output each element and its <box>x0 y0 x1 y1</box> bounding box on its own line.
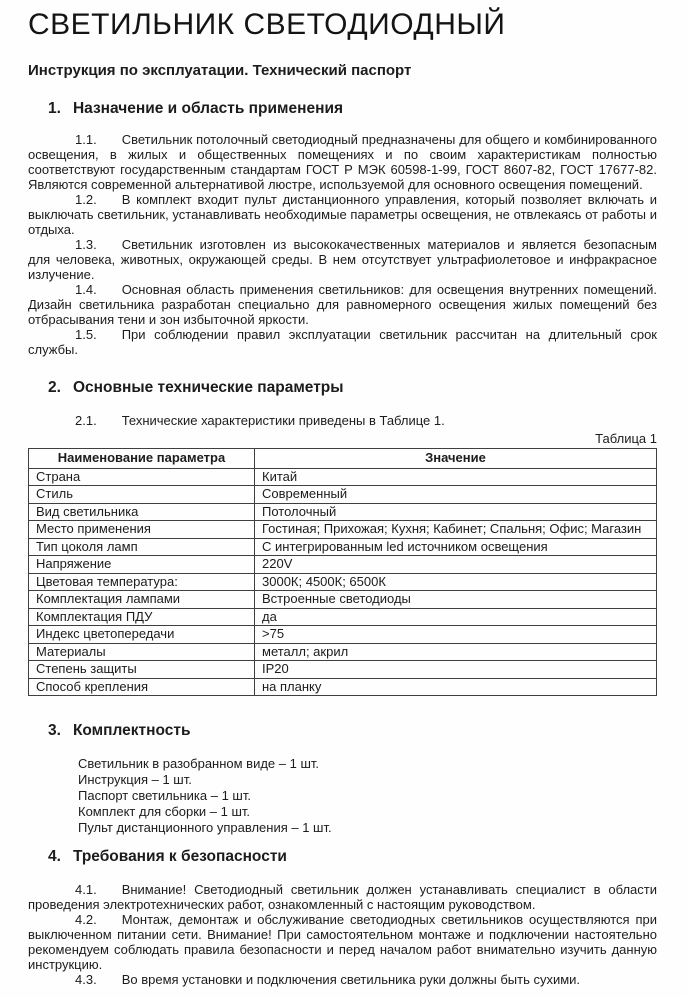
section-3-title: Комплектность <box>72 722 191 739</box>
document-subtitle: Инструкция по эксплуатации. Технический паспорт <box>28 62 412 79</box>
table-row <box>29 678 657 696</box>
param-cell: Цветовая температура: <box>29 573 255 591</box>
section-4-number: 4. <box>48 848 61 865</box>
table-row <box>29 468 657 486</box>
value-cell: Встроенные светодиоды <box>255 591 657 609</box>
value-cell: Современный <box>255 486 657 504</box>
value-cell: IP20 <box>255 661 657 679</box>
param-cell: Способ крепления <box>29 678 255 696</box>
value-cell: 3000К; 4500К; 6500К <box>255 573 657 591</box>
body-paragraph <box>28 327 657 357</box>
paragraph-number: 4.2. <box>75 912 97 927</box>
section-2-number: 2. <box>48 379 61 396</box>
param-cell: Вид светильника <box>29 503 255 521</box>
paragraph-text: В комплект входит пульт дистанционного управления, который позволяет включать и выключать светильник, устанавливать необходимые параметры освещения, не отвлекаясь от работы и отдыха. <box>28 192 657 237</box>
paragraph-number: 1.4. <box>75 282 97 297</box>
section-2-heading <box>28 379 657 397</box>
param-cell: Степень защиты <box>29 661 255 679</box>
paragraph-text: При соблюдении правил эксплуатации светильник рассчитан на длительный срок службы. <box>28 327 657 357</box>
param-cell: Страна <box>29 468 255 486</box>
paragraph-number: 4.1. <box>75 882 97 897</box>
paragraph-number: 4.3. <box>75 972 97 987</box>
parameters-table <box>28 448 657 696</box>
paragraph-number: 1.2. <box>75 192 97 207</box>
param-cell: Комплектация ПДУ <box>29 608 255 626</box>
table-row <box>29 626 657 644</box>
body-paragraph <box>28 282 657 327</box>
body-paragraph <box>28 972 657 987</box>
param-cell: Тип цоколя ламп <box>29 538 255 556</box>
table-caption: Таблица 1 <box>595 431 657 446</box>
value-cell: на планку <box>255 678 657 696</box>
value-cell: С интегрированным led источником освещения <box>255 538 657 556</box>
table-row <box>29 573 657 591</box>
table-header-row <box>29 449 657 469</box>
document-title: СВЕТИЛЬНИК СВЕТОДИОДНЫЙ <box>28 8 506 41</box>
body-paragraph <box>28 912 657 972</box>
paragraph-number: 1.5. <box>75 327 97 342</box>
param-cell: Материалы <box>29 643 255 661</box>
kit-list-item: Комплект для сборки – 1 шт. <box>78 804 251 819</box>
param-cell: Место применения <box>29 521 255 539</box>
paragraph-text: Во время установки и подключения светильника руки должны быть сухими. <box>121 972 581 987</box>
value-cell: да <box>255 608 657 626</box>
section-3-heading <box>28 722 657 740</box>
param-cell: Стиль <box>29 486 255 504</box>
kit-contents-list <box>28 756 657 836</box>
kit-list-item: Светильник в разобранном виде – 1 шт. <box>78 756 320 771</box>
body-paragraph <box>28 192 657 237</box>
body-paragraph <box>28 132 657 192</box>
kit-list-item: Пульт дистанционного управления – 1 шт. <box>78 820 332 835</box>
section-1-heading <box>28 100 657 118</box>
section-2-intro <box>28 413 657 428</box>
value-cell: металл; акрил <box>255 643 657 661</box>
section-4-paragraphs <box>28 882 657 987</box>
section-1-paragraphs <box>28 132 657 357</box>
param-cell: Индекс цветопередачи <box>29 626 255 644</box>
body-paragraph <box>28 882 657 912</box>
param-cell: Напряжение <box>29 556 255 574</box>
paragraph-number: 1.3. <box>75 237 97 252</box>
table-row <box>29 538 657 556</box>
param-column-header: Наименование параметра <box>29 449 255 469</box>
paragraph-number: 1.1. <box>75 132 97 147</box>
kit-list-item: Паспорт светильника – 1 шт. <box>78 788 251 803</box>
value-cell: 220V <box>255 556 657 574</box>
table-row <box>29 643 657 661</box>
paragraph-number: 2.1. <box>75 413 97 428</box>
table-body <box>29 468 657 696</box>
table-row <box>29 486 657 504</box>
section-2-title: Основные технические параметры <box>72 379 344 396</box>
value-cell: Китай <box>255 468 657 486</box>
section-1-number: 1. <box>48 100 61 117</box>
value-column-header: Значение <box>255 449 657 469</box>
paragraph-text: Основная область применения светильников: для освещения внутренних помещений. Дизайн светильника разработан специально для равномерного освещения жилых помещений без отбрасывания тени и зон избыточной яркости. <box>28 282 657 327</box>
section-4-heading <box>28 848 657 866</box>
table-row <box>29 608 657 626</box>
value-cell: Потолочный <box>255 503 657 521</box>
paragraph-text: Технические характеристики приведены в Таблице 1. <box>121 413 445 428</box>
section-3-number: 3. <box>48 722 61 739</box>
table-row <box>29 591 657 609</box>
value-cell: >75 <box>255 626 657 644</box>
paragraph-text: Внимание! Светодиодный светильник должен устанавливать специалист в области проведения электротехнических работ, ознакомленный с настоящим руководством. <box>28 882 657 912</box>
section-1-title: Назначение и область применения <box>72 100 344 117</box>
table-row <box>29 556 657 574</box>
table-row <box>29 521 657 539</box>
paragraph-text: Монтаж, демонтаж и обслуживание светодиодных светильников осуществляются при выключенном питании сети. Внимание! При самостоятельном монтаже и подключении настоятельно рекомендуем соблюдать правила безопасности и перед началом работ внимательно изучить данную инструкцию. <box>28 912 657 972</box>
table-row <box>29 661 657 679</box>
paragraph-text: Светильник потолочный светодиодный предназначены для общего и комбинированного освещения, в жилых и общественных помещениях и по своим характеристикам полностью соответствуют государственным стандартам ГОСТ Р МЭК 60598-1-99, ГОСТ 8607-82, ГОСТ 17677-82. Являются современной альтернативой люстре, используемой для основного освещения помещений. <box>28 132 657 192</box>
kit-list-item: Инструкция – 1 шт. <box>78 772 192 787</box>
section-4-title: Требования к безопасности <box>72 848 287 865</box>
paragraph-text: Светильник изготовлен из высококачественных материалов и является безопасным для человека, животных, окружающей среды. В нем отсутствует ультрафиолетовое и инфракрасное излучение. <box>28 237 657 282</box>
param-cell: Комплектация лампами <box>29 591 255 609</box>
table-row <box>29 503 657 521</box>
body-paragraph <box>28 237 657 282</box>
value-cell: Гостиная; Прихожая; Кухня; Кабинет; Спальня; Офис; Магазин <box>255 521 657 539</box>
